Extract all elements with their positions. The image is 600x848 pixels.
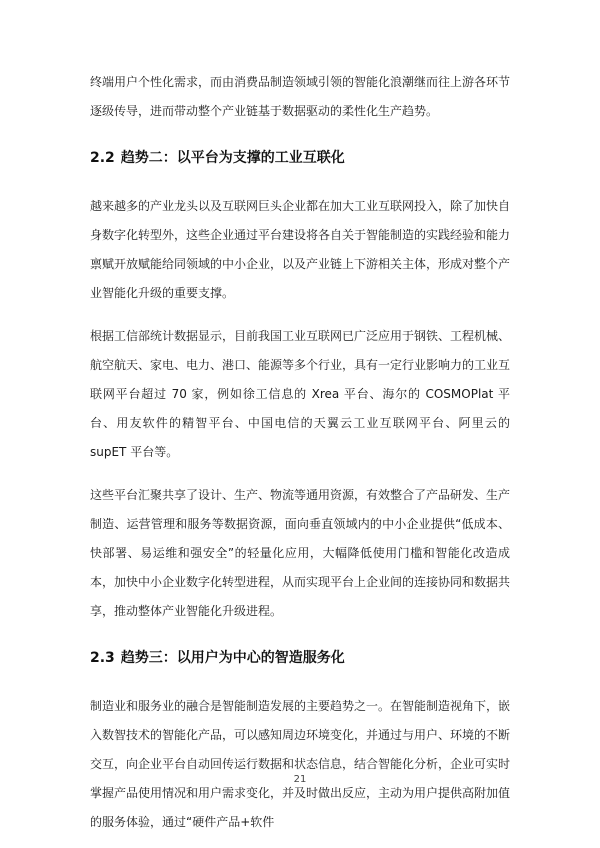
section-number: 2.3 <box>90 650 115 666</box>
section-title: 趋势二：以平台为支撑的工业互联化 <box>120 150 345 166</box>
paragraph-continuation: 终端用户个性化需求，而由消费品制造领域引领的智能化浪潮继而往上游各环节逐级传导，进而带动整个产业链基于数据驱动的柔性化生产趋势。 <box>90 75 511 118</box>
section-title: 趋势三：以用户为中心的智造服务化 <box>120 650 345 666</box>
section-number: 2.2 <box>90 150 115 166</box>
paragraph: 制造业和服务业的融合是智能制造发展的主要趋势之一。在智能制造视角下，嵌入数智技术的智能化产品，可以感知周边环境变化，并通过与用户、环境的不断交互，向企业平台自动回传运行数据和状态信息，结合智能化分析，企业可实时掌握产品使用情况和用户需求变化，并及时做出反应，主动为用户提供高附加值的服务体验，通过“硬件产品+软件 <box>90 699 511 829</box>
page-number: 21 <box>293 774 307 785</box>
page-content <box>90 68 510 837</box>
paragraph: 根据工信部统计数据显示，目前我国工业互联网已广泛应用于钢铁、工程机械、航空航天、家电、电力、港口、能源等多个行业，具有一定行业影响力的工业互联网平台超过 70 家，例如徐工信息的 Xrea 平台、海尔的 COSMOPlat 平台、用友软件的精智平台、中国电信的天翼云工业互联网平台、阿里云的 supET 平台等。 <box>90 329 511 459</box>
paragraph: 这些平台汇聚共享了设计、生产、物流等通用资源，有效整合了产品研发、生产制造、运营管理和服务等数据资源，面向垂直领域内的中小企业提供“低成本、快部署、易运维和强安全”的轻量化应用，大幅降低使用门槛和智能化改造成本，加快中小企业数字化转型进程，从而实现平台上企业间的连接协同和数据共享，推动整体产业智能化升级进程。 <box>90 488 511 618</box>
section-heading-2-2 <box>90 148 510 168</box>
paragraph: 越来越多的产业龙头以及互联网巨头企业都在加大工业互联网投入，除了加快自身数字化转型外，这些企业通过平台建设将各自关于智能制造的实践经验和能力禀赋开放赋能给同领域的中小企业，以及产业链上下游相关主体，形成对整个产业智能化升级的重要支撑。 <box>90 199 511 300</box>
section-heading-2-3 <box>90 648 510 668</box>
